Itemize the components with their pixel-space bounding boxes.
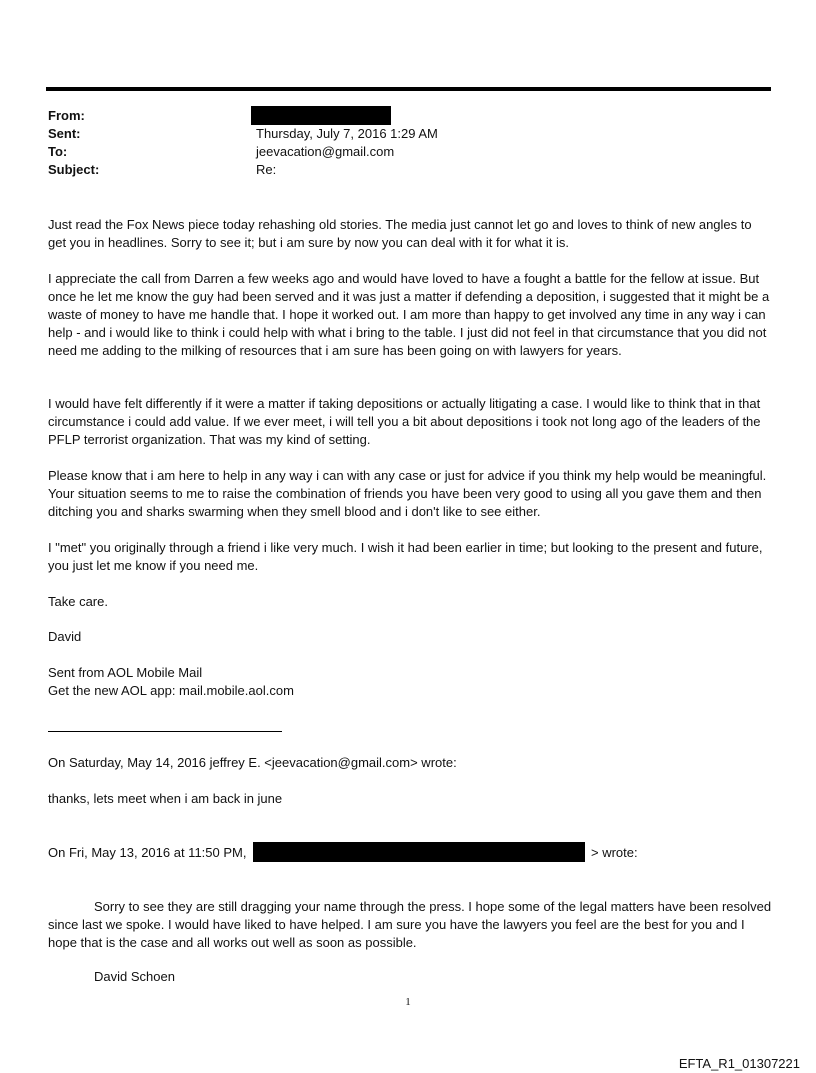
from-label: From:: [48, 108, 85, 123]
header-rule: [46, 87, 771, 91]
quote-reply: thanks, lets meet when i am back in june: [48, 791, 283, 806]
quote-attribution-1: On Saturday, May 14, 2016 jeffrey E. <jeevacation@gmail.com> wrote:: [48, 755, 457, 770]
bates-number: EFTA_R1_01307221: [678, 1056, 800, 1071]
signoff-line: David: [48, 629, 82, 644]
to-label: To:: [48, 144, 68, 159]
quote-attribution-2-suffix: > wrote:: [591, 845, 638, 860]
quote-attribution-2-prefix: On Fri, May 13, 2016 at 11:50 PM,: [48, 845, 247, 860]
from-redaction: [251, 106, 391, 125]
quote-separator: [48, 731, 282, 732]
quoted-original-message: Sorry to see they are still dragging your name through the press. I hope some of the legal matters have been resolved since last we spoke. I would have liked to have helped. I am sure you have the lawyers you feel are the best for you and I hope that is the case and all works out well as soon as possible.: [48, 899, 772, 950]
body-paragraph-3: I would have felt differently if it were a matter if taking depositions or actually litigating a case. I would like to think that in that circumstance i could add value. If we ever meet, i will tell you a bit about depositions i took not long ago of the leaders of the PFLP terrorist organization. That was my kind of setting.: [48, 396, 761, 447]
sender-redaction: [253, 842, 585, 862]
subject-label: Subject:: [48, 162, 100, 177]
page-number: 1: [405, 996, 411, 1008]
sent-value: Thursday, July 7, 2016 1:29 AM: [256, 126, 438, 141]
body-paragraph-1: Just read the Fox News piece today rehashing old stories. The media just cannot let go and loves to think of new angles to get you in headlines. Sorry to see it; but i am sure by now you can deal with it for what it is.: [48, 217, 752, 250]
body-paragraph-2: I appreciate the call from Darren a few weeks ago and would have loved to have a fought a battle for the fellow at issue. But once he let me know the guy had been served and it was just a matter if defending a deposition, i suggested that it might be a waste of money to have me handle that. I hope it worked out. I am more than happy to get involved any time in any way i can help - and i would like to think i could help with what i bring to the table. I just did not feel in that circumstance that you did not need me adding to the milking of resources that i am sure has been going on with lawyers for years.: [48, 271, 770, 358]
body-paragraph-4: Please know that i am here to help in any way i can with any case or just for advice if you think my help would be meaningful. Your situation seems to me to raise the combination of friends you have been very good to using all you gave them and then ditching you and sharks swarming when they smell blood and i don't like to see either.: [48, 468, 767, 519]
body-paragraph-5: I "met" you originally through a friend i like very much. I wish it had been earlier in time; but looking to the present and future, you just let me know if you need me.: [48, 540, 763, 573]
subject-value: Re:: [256, 162, 277, 177]
to-value: jeevacation@gmail.com: [256, 144, 395, 159]
quoted-signature: David Schoen: [94, 969, 175, 984]
sent-label: Sent:: [48, 126, 81, 141]
closing-line: Take care.: [48, 594, 108, 609]
aol-app-line: Get the new AOL app: mail.mobile.aol.com: [48, 683, 294, 698]
mobile-mail-line: Sent from AOL Mobile Mail: [48, 665, 203, 680]
